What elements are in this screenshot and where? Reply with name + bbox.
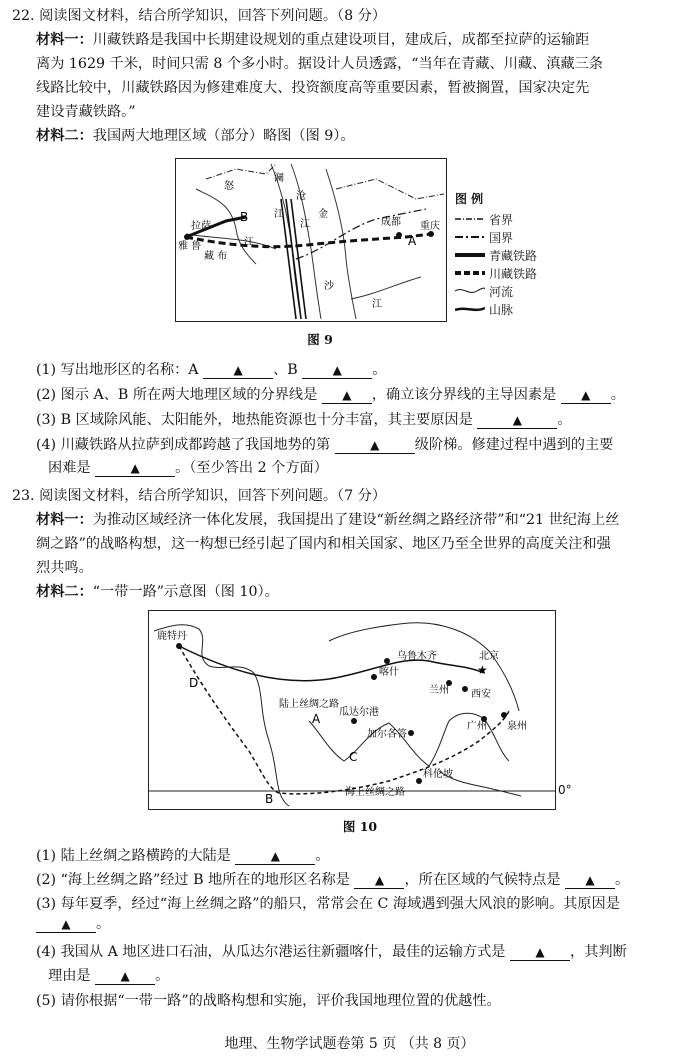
figure-9-svg [176, 159, 446, 321]
q23-2 [36, 870, 629, 890]
legend-chuanzang-label: 川藏铁路 [489, 266, 538, 281]
q22-2-answer-b[interactable] [561, 387, 611, 404]
label-chengdu: 成都 [381, 217, 401, 228]
q23-1-answer[interactable] [235, 848, 315, 865]
gwadar-dot [351, 718, 357, 724]
answer-mark: ▲ [130, 461, 140, 475]
figure-10-svg [149, 611, 555, 809]
label-a: A [408, 234, 417, 248]
q23-4-text: (4) 我国从 A 地区进口石油，从瓜达尔港运往新疆喀什，最佳的运输方式是 [36, 944, 506, 960]
national-line-icon [455, 232, 485, 242]
q23-2-answer-a[interactable] [354, 872, 404, 889]
q23-5: (5) 请你根据“一带一路”的战略构想和实施，评价我国地理位置的优越性。 [36, 993, 501, 1009]
q22-1 [36, 360, 386, 380]
q23-4-end: 。 [155, 968, 170, 984]
q23-3-answer[interactable] [36, 916, 96, 933]
q22-1-answer-b[interactable] [302, 362, 372, 379]
legend-river-label: 河流 [489, 284, 514, 299]
q23-header: 23. 阅读图文材料，结合所学知识，回答下列问题。（7 分） [12, 488, 387, 504]
legend-province-label: 省界 [489, 212, 514, 227]
label-kashgar: 喀什 [379, 667, 399, 678]
q23-material2-text: “一带一路”示意图（图 10）。 [92, 584, 279, 600]
label-b: B [240, 210, 249, 224]
q22-1-answer-a[interactable] [203, 362, 273, 379]
quanzhou-dot [501, 712, 507, 718]
q23-4-line2 [48, 966, 169, 986]
q22-1-text: (1) 写出地形区的名称：A [36, 362, 199, 378]
figure-9-caption: 图 9 [307, 332, 333, 347]
q23-1-end: 。 [315, 848, 330, 864]
label-urumqi: 乌鲁木齐 [397, 651, 437, 662]
q23-2-text: (2) “海上丝绸之路”经过 B 地所在的地形区名称是 [36, 872, 350, 888]
label-cang: 沧 [296, 191, 306, 202]
q23-3 [36, 894, 656, 934]
xian-dot [462, 686, 468, 692]
label-sea-route: 海上丝绸之路 [345, 787, 405, 798]
label-jin: 金 [318, 209, 328, 220]
legend-mountain [455, 300, 565, 318]
label-gwadar: 瓜达尔港 [339, 707, 379, 718]
label-jiang2: 江 [300, 219, 310, 230]
q22-2 [36, 385, 625, 405]
qingzang-line-icon [455, 250, 485, 260]
sea-silk-road-line [179, 646, 509, 794]
label-lan: 澜 [274, 173, 284, 184]
q23-4-answer-b[interactable] [95, 968, 155, 985]
region-boundary [296, 209, 426, 259]
q22-2-answer-a[interactable] [322, 387, 372, 404]
legend-qingzang [455, 246, 565, 264]
q22-4-line2 [48, 458, 328, 478]
label-rotterdam: 鹿特丹 [157, 631, 187, 642]
label-colombo: 科伦坡 [423, 769, 453, 780]
calcutta-dot [408, 730, 414, 736]
answer-mark: ▲ [585, 873, 595, 887]
q22-4-line2-text: 困难是 [48, 460, 91, 476]
answer-mark: ▲ [120, 969, 130, 983]
q22-material1-line1 [36, 30, 589, 50]
legend-chuanzang [455, 264, 565, 282]
label-b: B [265, 792, 274, 806]
q22-3-end: 。 [557, 412, 572, 428]
q23-2-mid: ，所在区域的气候特点是 [404, 872, 561, 888]
label-nu: 怒 [224, 181, 234, 192]
rotterdam-dot [176, 643, 182, 649]
q22-4 [36, 435, 613, 455]
label-lanzhou: 兰州 [429, 685, 449, 696]
answer-mark: ▲ [535, 945, 545, 959]
label-quanzhou: 泉州 [507, 721, 527, 732]
figure-10-caption: 图 10 [342, 819, 378, 834]
label-chongqing: 重庆 [420, 221, 440, 232]
kashgar-dot [371, 674, 377, 680]
q23-4-answer-a[interactable] [510, 944, 570, 961]
answer-mark: ▲ [370, 438, 380, 452]
q23-2-answer-b[interactable] [565, 872, 615, 889]
page-footer: 地理、生物学试题卷第 5 页 （共 8 页） [224, 1036, 475, 1052]
lasa-dot [184, 234, 190, 240]
label-zangbu: 藏 布 [204, 251, 228, 262]
q22-2-mid: ，确立该分界线的主导因素是 [371, 387, 557, 403]
answer-mark: ▲ [270, 849, 280, 863]
q23-material2-label: 材料二： [36, 584, 93, 600]
province-boundary [206, 164, 444, 199]
chuanzang-line-icon [455, 268, 485, 278]
beijing-star-icon: ★ [477, 663, 488, 677]
legend-title: 图 例 [455, 192, 484, 206]
hengduan-mountains [281, 199, 306, 319]
q22-4-text: (4) 川藏铁路从拉萨到成都跨越了我国地势的第 [36, 437, 331, 453]
q23-3-text: (3) 每年夏季，经过“海上丝绸之路”的船只，常常会在 C 海域遇到强大风浪的影响。其原因是 [36, 896, 620, 912]
q23-3-end: 。 [96, 916, 111, 932]
q23-1 [36, 846, 330, 866]
answer-mark: ▲ [233, 363, 243, 377]
q22-material1-label: 材料一： [36, 32, 93, 48]
q22-material1-line2: 离为 1629 千米，时间只需 8 个多小时。据设计人员透露，“当年在青藏、川藏、滇藏三条 [36, 56, 603, 72]
europe-africa-coast [154, 625, 289, 806]
q22-4-answer-b[interactable] [95, 460, 175, 477]
q22-material2-label: 材料二： [36, 128, 93, 144]
legend-mountain-label: 山脉 [489, 302, 514, 317]
legend-province [455, 210, 565, 228]
mountain-icon [455, 304, 485, 314]
label-xian: 西安 [471, 689, 491, 700]
q23-4 [36, 942, 627, 962]
q22-3 [36, 410, 572, 430]
q22-m1-text-1: 川藏铁路是我国中长期建设规划的重点建设项目，建成后，成都至拉萨的运输距 [92, 32, 590, 48]
label-land-route: 陆上丝绸之路 [279, 699, 339, 710]
q23-material2-line [36, 582, 279, 602]
answer-mark: ▲ [581, 388, 591, 402]
q22-4-mid: 级阶梯。修建过程中遇到的主要 [414, 437, 614, 453]
label-d: D [189, 676, 199, 690]
label-jiang3: 江 [372, 299, 382, 310]
label-a: A [312, 712, 321, 726]
q22-material1-line4: 建设青藏铁路。” [36, 104, 136, 120]
label-jiang4: 江 [244, 237, 254, 248]
q22-2-end: 。 [610, 387, 625, 403]
urumqi-dot [384, 658, 390, 664]
q23-4-line2-text: 理由是 [48, 968, 91, 984]
label-sha: 沙 [324, 281, 334, 292]
q22-3-answer[interactable] [477, 412, 557, 429]
q22-1-end: 。 [372, 362, 387, 378]
colombo-dot [416, 778, 422, 784]
q23-material1-line2: 绸之路”的战略构想，这一构想已经引起了国内和相关国家、地区乃至全世界的高度关注和强 [36, 536, 611, 552]
q23-2-end: 。 [615, 872, 630, 888]
q22-1-sep: 、B [273, 362, 298, 378]
river-icon [455, 286, 485, 296]
legend-national [455, 228, 565, 246]
label-lasa: 拉萨 [191, 221, 211, 232]
q22-4-end: 。（至少答出 2 个方面） [175, 460, 328, 476]
chengdu-dot [396, 232, 402, 238]
q23-material1-line1 [36, 510, 619, 530]
answer-mark: ▲ [374, 873, 385, 887]
q22-2-text: (2) 图示 A、B 所在两大地理区域的分界线是 [36, 387, 318, 403]
q23-4-mid: ，其判断 [570, 944, 627, 960]
label-equator: 0° [558, 783, 572, 797]
label-yalu: 雅 鲁 [178, 241, 202, 252]
figure-9-legend [455, 190, 565, 320]
figure-9-map [175, 158, 447, 322]
legend-national-label: 国界 [489, 230, 514, 245]
label-calcutta: 加尔各答 [367, 729, 407, 740]
label-c: C [349, 750, 358, 764]
answer-mark: ▲ [512, 413, 522, 427]
answer-mark: ▲ [342, 388, 352, 402]
land-silk-road-line [179, 646, 484, 681]
q23-m1-text-1: 为推动区域经济一体化发展，我国提出了建设“新丝绸之路经济带”和“21 世纪海上丝 [92, 512, 620, 528]
q23-material1-label: 材料一： [36, 512, 93, 528]
label-jiang1: 江 [274, 209, 284, 220]
jinsha-river-a [291, 164, 321, 319]
q22-material2-line [36, 126, 355, 146]
answer-mark: ▲ [332, 363, 342, 377]
q23-1-text: (1) 陆上丝绸之路横跨的大陆是 [36, 848, 231, 864]
yangtze-river [351, 277, 421, 299]
q22-header: 22. 阅读图文材料，结合所学知识，回答下列问题。（8 分） [12, 8, 387, 24]
q22-4-answer-a[interactable] [335, 437, 415, 454]
figure-10-map [148, 610, 556, 810]
q22-material2-text: 我国两大地理区域（部分）略图（图 9）。 [92, 128, 355, 144]
label-beijing: 北京 [479, 651, 499, 662]
label-guangzhou: 广州 [467, 721, 487, 732]
legend-qingzang-label: 青藏铁路 [489, 248, 538, 263]
q23-material1-line3: 烈共鸣。 [36, 560, 93, 576]
answer-mark: ▲ [61, 917, 71, 931]
province-line-icon [455, 214, 485, 224]
q22-3-text: (3) B 区域除风能、太阳能外，地热能资源也十分丰富，其主要原因是 [36, 412, 473, 428]
q22-material1-line3: 线路比较中，川藏铁路因为修建难度大、投资额度高等重要因素，暂被搁置，国家决定先 [36, 80, 590, 96]
legend-river [455, 282, 565, 300]
